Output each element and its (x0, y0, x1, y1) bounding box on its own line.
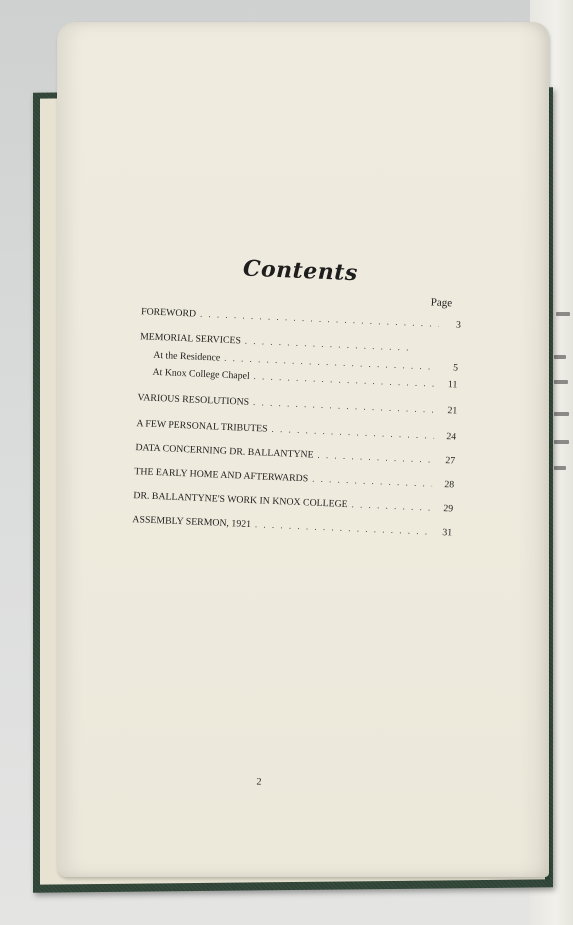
toc-entry-label: DATA CONCERNING DR. BALLANTYNE (135, 442, 314, 461)
toc-entry-work-in-knox-college (133, 490, 453, 514)
facing-page-text-fragment (554, 412, 569, 416)
toc-entry-page: 28 (444, 479, 455, 491)
toc-entry-label: A FEW PERSONAL TRIBUTES (136, 418, 268, 435)
toc-entry-label: DR. BALLANTYNE'S WORK IN KNOX COLLEGE (133, 490, 348, 511)
toc-entry-personal-tributes (136, 418, 456, 442)
table-of-contents (33, 16, 560, 891)
facing-page-text-fragment (554, 380, 568, 384)
toc-entry-page: 5 (452, 362, 459, 374)
toc-entry-assembly-sermon (132, 514, 452, 538)
toc-entry-page: 29 (443, 503, 454, 515)
dot-leader (253, 371, 435, 389)
toc-entry-label: ASSEMBLY SERMON, 1921 (132, 514, 252, 531)
toc-entry-label: THE EARLY HOME AND AFTERWARDS (134, 466, 309, 485)
toc-entry-label: At Knox College Chapel (152, 366, 250, 382)
dot-leader (245, 336, 414, 353)
toc-entry-page: 31 (442, 527, 453, 539)
toc-entry-label: FOREWORD (140, 306, 197, 320)
toc-entry-foreword (141, 306, 461, 330)
page-number: 2 (256, 776, 262, 788)
toc-entry-page: 24 (446, 431, 457, 443)
contents-title: Contents (242, 255, 359, 287)
dot-leader (351, 499, 431, 512)
facing-page-text-fragment (554, 440, 569, 444)
toc-entry-page: 27 (445, 455, 456, 467)
page-column-header: Page (430, 296, 453, 310)
dot-leader (224, 353, 436, 372)
toc-entry-various-resolutions (137, 392, 457, 416)
facing-page-text-fragment (554, 466, 566, 470)
dot-leader (200, 309, 439, 329)
toc-entry-page (418, 351, 436, 352)
dot-leader (317, 450, 433, 465)
toc-entry-label: VARIOUS RESOLUTIONS (137, 392, 250, 408)
toc-entry-label: At the Residence (153, 349, 221, 364)
facing-page-text-fragment (556, 312, 570, 316)
toc-entry-early-home (134, 466, 454, 490)
dot-leader (271, 424, 434, 441)
toc-entry-data-concerning (135, 442, 455, 466)
toc-entry-page: 3 (455, 319, 462, 331)
dot-leader (253, 397, 436, 415)
dot-leader (312, 474, 432, 489)
toc-entry-page: 11 (447, 379, 458, 391)
toc-entry-page: 21 (447, 405, 458, 417)
facing-page-text-fragment (554, 355, 566, 359)
contents-page (57, 22, 549, 877)
toc-entry-label: MEMORIAL SERVICES (139, 331, 242, 347)
dot-leader (255, 519, 431, 536)
